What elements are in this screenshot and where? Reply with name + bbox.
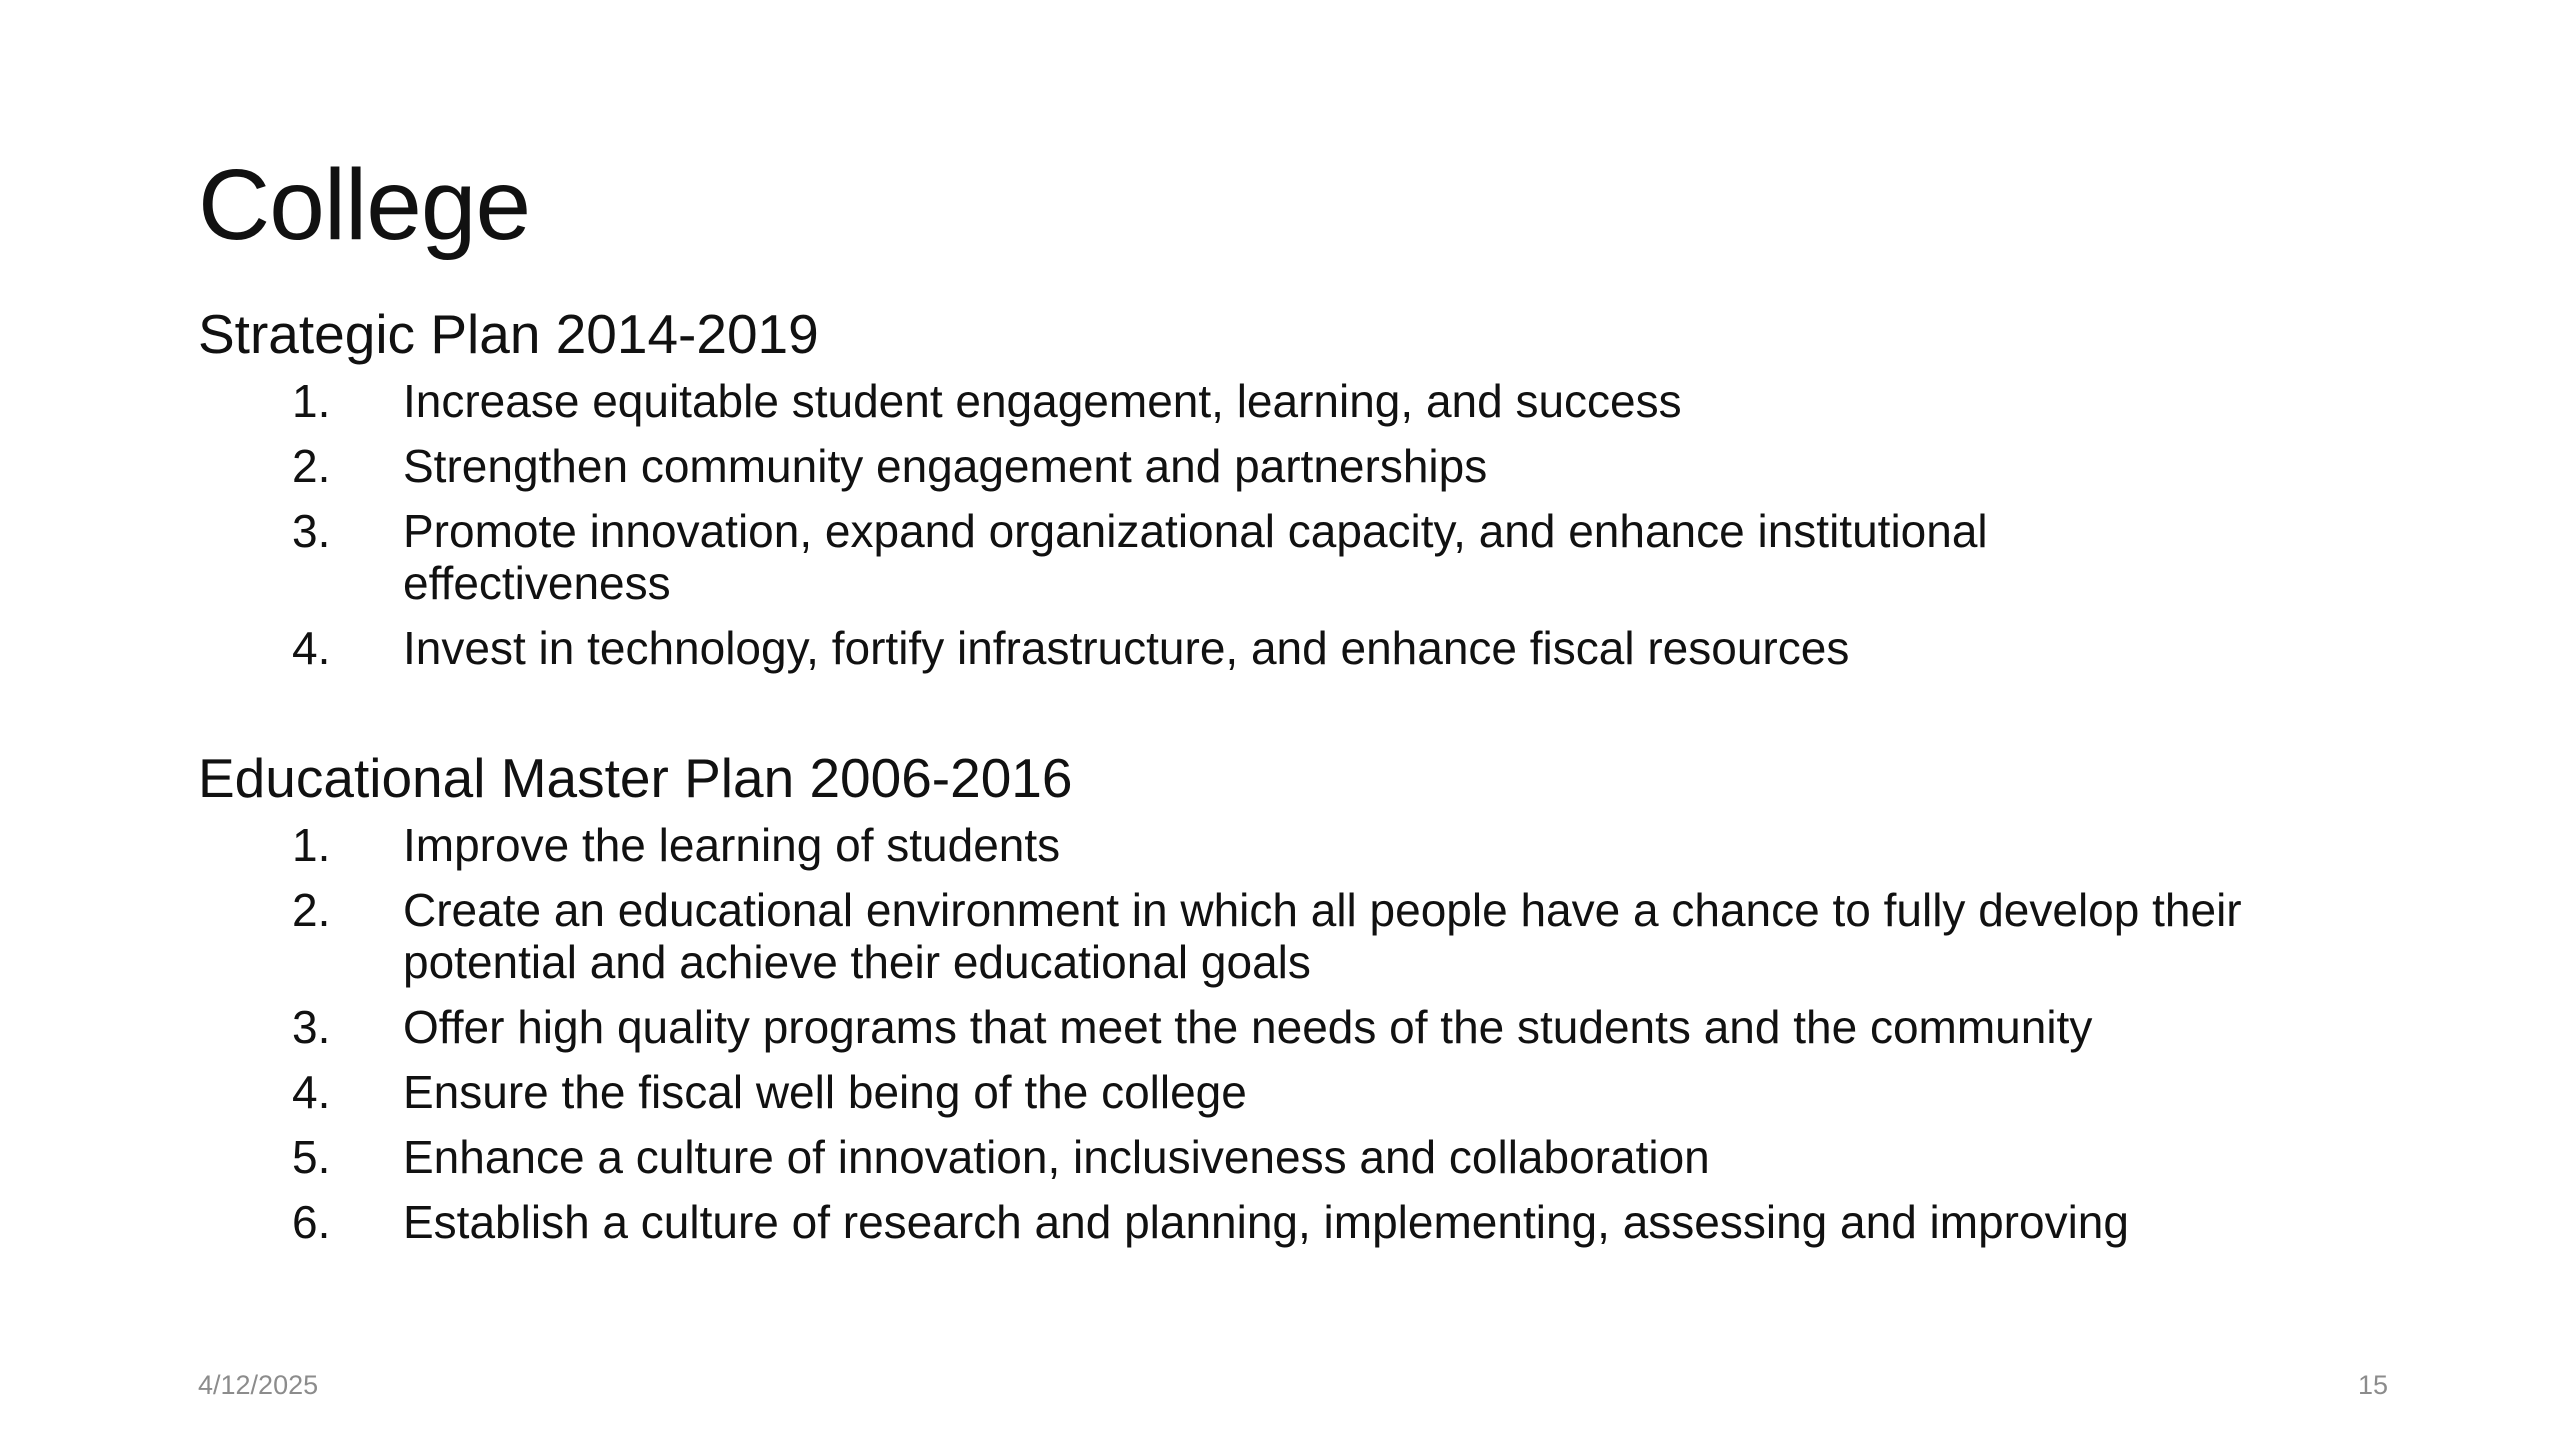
- list-number: 2.: [292, 883, 331, 936]
- list-item: [198, 440, 2418, 492]
- list-text: Improve the learning of students: [403, 818, 1061, 871]
- slide-content: [198, 300, 2418, 1261]
- list-number: 3.: [292, 1000, 331, 1053]
- numbered-list: [198, 819, 2418, 1248]
- educational-master-plan-section: [198, 744, 2418, 1248]
- list-number: 2.: [292, 439, 331, 492]
- slide-title: College: [198, 149, 531, 261]
- list-text: Establish a culture of research and planning, implementing, assessing and improving: [403, 1195, 2129, 1248]
- list-number: 1.: [292, 818, 331, 871]
- section-heading: Strategic Plan 2014-2019: [198, 303, 819, 365]
- list-number: 6.: [292, 1195, 331, 1248]
- footer-date: 4/12/2025: [198, 1370, 319, 1400]
- list-item: [198, 819, 2418, 871]
- list-text: Promote innovation, expand organizational capacity, and enhance institutional effectiveness: [403, 504, 1988, 609]
- list-text: Invest in technology, fortify infrastructure, and enhance fiscal resources: [403, 621, 1850, 674]
- list-text: Ensure the fiscal well being of the college: [403, 1065, 1247, 1118]
- list-number: 3.: [292, 504, 331, 557]
- list-number: 4.: [292, 621, 331, 674]
- page-number: 15: [2357, 1370, 2388, 1400]
- list-text: Create an educational environment in which all people have a chance to fully develop their potential and achieve their educational goals: [403, 883, 2242, 988]
- list-number: 4.: [292, 1065, 331, 1118]
- strategic-plan-section: [198, 300, 2418, 674]
- list-item: [198, 505, 2418, 609]
- list-text: Increase equitable student engagement, learning, and success: [403, 374, 1682, 427]
- list-item: [198, 1131, 2418, 1183]
- list-item: [198, 375, 2418, 427]
- list-item: [198, 1196, 2418, 1248]
- list-number: 5.: [292, 1130, 331, 1183]
- numbered-list: [198, 375, 2418, 674]
- list-item: [198, 884, 2418, 988]
- list-item: [198, 1066, 2418, 1118]
- list-text: Enhance a culture of innovation, inclusiveness and collaboration: [403, 1130, 1710, 1183]
- section-heading: Educational Master Plan 2006-2016: [198, 746, 1073, 809]
- list-number: 1.: [292, 374, 331, 427]
- list-text: Strengthen community engagement and partnerships: [403, 439, 1488, 492]
- list-item: [198, 622, 2418, 674]
- list-text: Offer high quality programs that meet the needs of the students and the community: [403, 1000, 2093, 1053]
- list-item: [198, 1001, 2418, 1053]
